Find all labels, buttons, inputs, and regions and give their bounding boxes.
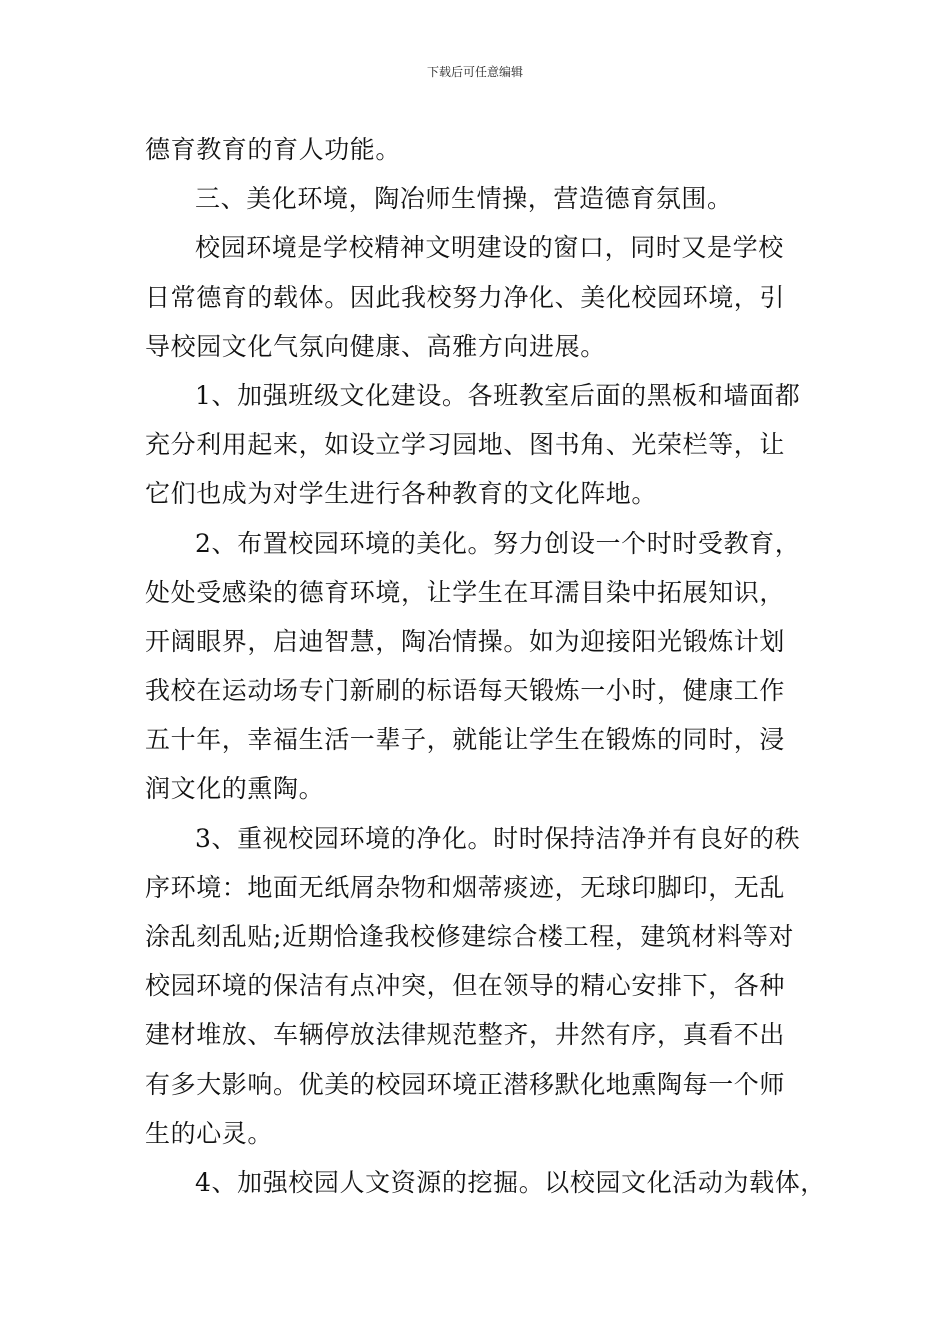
text-line: 日常德育的载体。因此我校努力净化、美化校园环境，引 (145, 282, 786, 312)
text-line: 有多大影响。优美的校园环境正潜移默化地熏陶每一个师 (145, 1069, 786, 1099)
text-line: 生的心灵。 (145, 1118, 274, 1148)
text-line: 五十年，幸福生活一辈子，就能让学生在锻炼的同时，浸 (145, 725, 786, 755)
text-line: 三、美化环境，陶冶师生情操，营造德育氛围。 (195, 184, 733, 214)
text-line: 处处受感染的德育环境，让学生在耳濡目染中拓展知识， (145, 577, 786, 607)
document-body (145, 125, 826, 1207)
text-line: 涂乱刻乱贴;近期恰逢我校修建综合楼工程，建筑材料等对 (145, 922, 795, 951)
text-line: 2、布置校园环境的美化。努力创设一个时时受教育， (195, 528, 801, 558)
text-line: 校园环境的保洁有点冲突，但在领导的精心安排下，各种 (145, 971, 786, 1001)
text-line: 4、加强校园人文资源的挖掘。以校园文化活动为载体， (195, 1167, 826, 1197)
text-line: 3、重视校园环境的净化。时时保持洁净并有良好的秩 (195, 823, 801, 853)
text-line: 1、加强班级文化建设。各班教室后面的黑板和墙面都 (195, 380, 801, 410)
page-header-note: 下载后可任意编辑 (426, 65, 523, 79)
text-line: 建材堆放、车辆停放法律规范整齐，井然有序，真看不出 (145, 1020, 786, 1050)
text-line: 序环境：地面无纸屑杂物和烟蒂痰迹，无球印脚印，无乱 (145, 872, 786, 902)
text-line: 校园环境是学校精神文明建设的窗口，同时又是学校 (195, 233, 784, 263)
text-line: 它们也成为对学生进行各种教育的文化阵地。 (145, 479, 658, 509)
text-line: 德育教育的育人功能。 (145, 135, 402, 164)
text-line: 我校在运动场专门新刷的标语每天锻炼一小时，健康工作 (145, 676, 786, 706)
text-line: 润文化的熏陶。 (145, 774, 325, 804)
text-line: 充分利用起来，如设立学习园地、图书角、光荣栏等，让 (145, 430, 786, 460)
text-line: 导校园文化气氛向健康、高雅方向进展。 (145, 331, 606, 361)
text-line: 开阔眼界，启迪智慧，陶冶情操。如为迎接阳光锻炼计划 (145, 626, 786, 656)
